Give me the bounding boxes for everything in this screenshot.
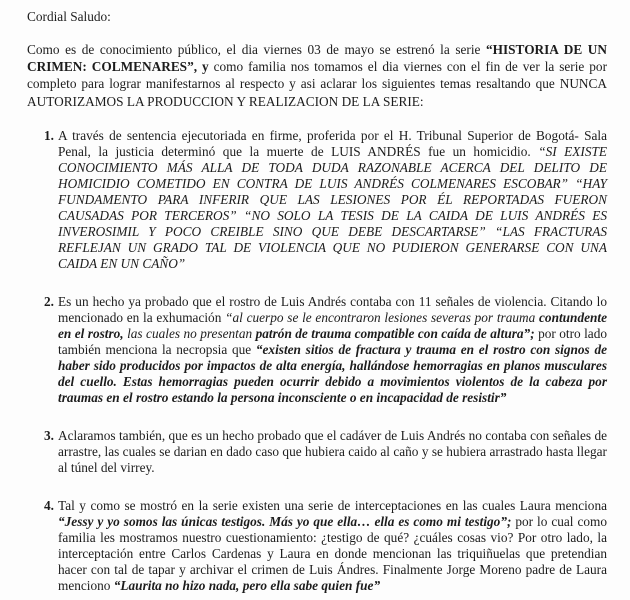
list-item-text	[58, 128, 607, 271]
list-item	[44, 127, 608, 272]
list-item-number: 4.	[44, 497, 54, 513]
text-run: A través de sentencia ejecutoriada en firme, proferida por el H. Tribunal Superior de Bogotá- Sala Penal, la justicia determinó que la muerte de LUIS ANDRÉS fue un homicidio.	[58, 127, 607, 159]
list-item-number: 2.	[44, 293, 54, 309]
greeting: Cordial Saludo:	[27, 9, 111, 24]
intro-paragraph	[27, 41, 607, 110]
text-run: “SI EXISTE CONOCIMIENTO MÁS ALLA DE TODA DUDA RAZONABLE ACERCA DEL DELITO DE HOMICIDIO COMETIDO EN CONTRA DE LUIS ANDRÉS COLMENARES ESCOBAR” “HAY FUNDAMENTO PARA INFERIR QUE LAS LESIONES POR ÉL REPORTADAS FUERON CAUSADAS POR TERCEROS” “NO SOLO LA TESIS DE LA CAIDA DE LUIS ANDRÉS ES INVEROSIMIL Y POCO CREIBLE SINO QUE DEBE DESCARTARSE” “LAS FRACTURAS REFLEJAN UN GRADO TAL DE VIOLENCIA QUE NO PUDIERON GENERARSE CON UNA CAIDA EN UN CAÑO”	[58, 143, 608, 271]
list-item-text	[58, 428, 607, 475]
text-run: “Jessy y yo somos las únicas testigos. Más yo que ella… ella es como mi testigo”;	[58, 513, 512, 529]
list-item	[44, 427, 607, 476]
text-run: contundente en el rostro,	[58, 309, 607, 341]
list-item	[44, 497, 607, 594]
text-run: Aclaramos también, que es un hecho probado que el cadáver de Luis Andrés no contaba con señales de arrastre, las cuales se darian en dado caso que hubiera caido al caño y se hubiera arrastrado hasta llegar al túnel del virrey.	[58, 427, 607, 475]
text-run: como familia nos tomamos el dia viernes con el fin de ver la serie por completo para lograr manifestarnos al respecto y asi aclarar los siguientes temas resaltando que NUNCA AUTORIZAMOS LA PRODUCCION Y REALIZACION DE LA SERIE:	[27, 59, 608, 109]
text-run: por otro lado también menciona la necropsia que	[58, 325, 608, 357]
text-run: las cuales no presentan	[123, 325, 256, 341]
text-run: Como es de conocimiento público, el dia viernes 03 de mayo se estrenó la serie	[27, 42, 486, 57]
text-run: patrón de trauma compatible con caída de altura”;	[255, 325, 535, 341]
text-run: Tal y como se mostró en la serie existen una serie de interceptaciones en las cuales Laura menciona	[58, 497, 607, 513]
list-item	[44, 293, 608, 406]
text-run: “al cuerpo se le encontraron lesiones severas por trauma	[225, 309, 540, 325]
text-run: Es un hecho ya probado que el rostro de Luis Andrés contaba con 11 señales de violencia. Citando lo mencionado en la exhumación	[58, 293, 607, 325]
list-item-text	[58, 498, 607, 593]
text-run: “existen sitios de fractura y trauma en el rostro con signos de haber sido producidos por impactos de alta energía, hallándose hemorragias en planos musculares del cuello. Estas hemorragias pueden ocurrir debido a movimientos violentos de la cabeza por traumas en el rostro estando la persona inconsciente o en incapacidad de resistir”	[58, 341, 607, 405]
list-item-number: 3.	[44, 427, 54, 443]
text-run: “HISTORIA DE UN CRIMEN: COLMENARES”, y	[27, 42, 607, 75]
list-item-text	[58, 294, 607, 405]
text-run: “Laurita no hizo nada, pero ella sabe quien fue”	[113, 577, 381, 593]
text-run: por lo cual como familia les mostramos nuestro cuestionamiento: ¿testigo de qué? ¿cuáles cosas vio? Por otro lado, la interceptación entre Carlos Cardenas y Laura en donde mencionan las triquiñuelas que pretendian hacer con tal de tapar y archivar el crimen de Luis Ándres. Finalmente Jorge Moreno padre de Laura menciono	[58, 513, 607, 593]
list-item-number: 1.	[44, 127, 54, 143]
numbered-list	[27, 128, 607, 594]
